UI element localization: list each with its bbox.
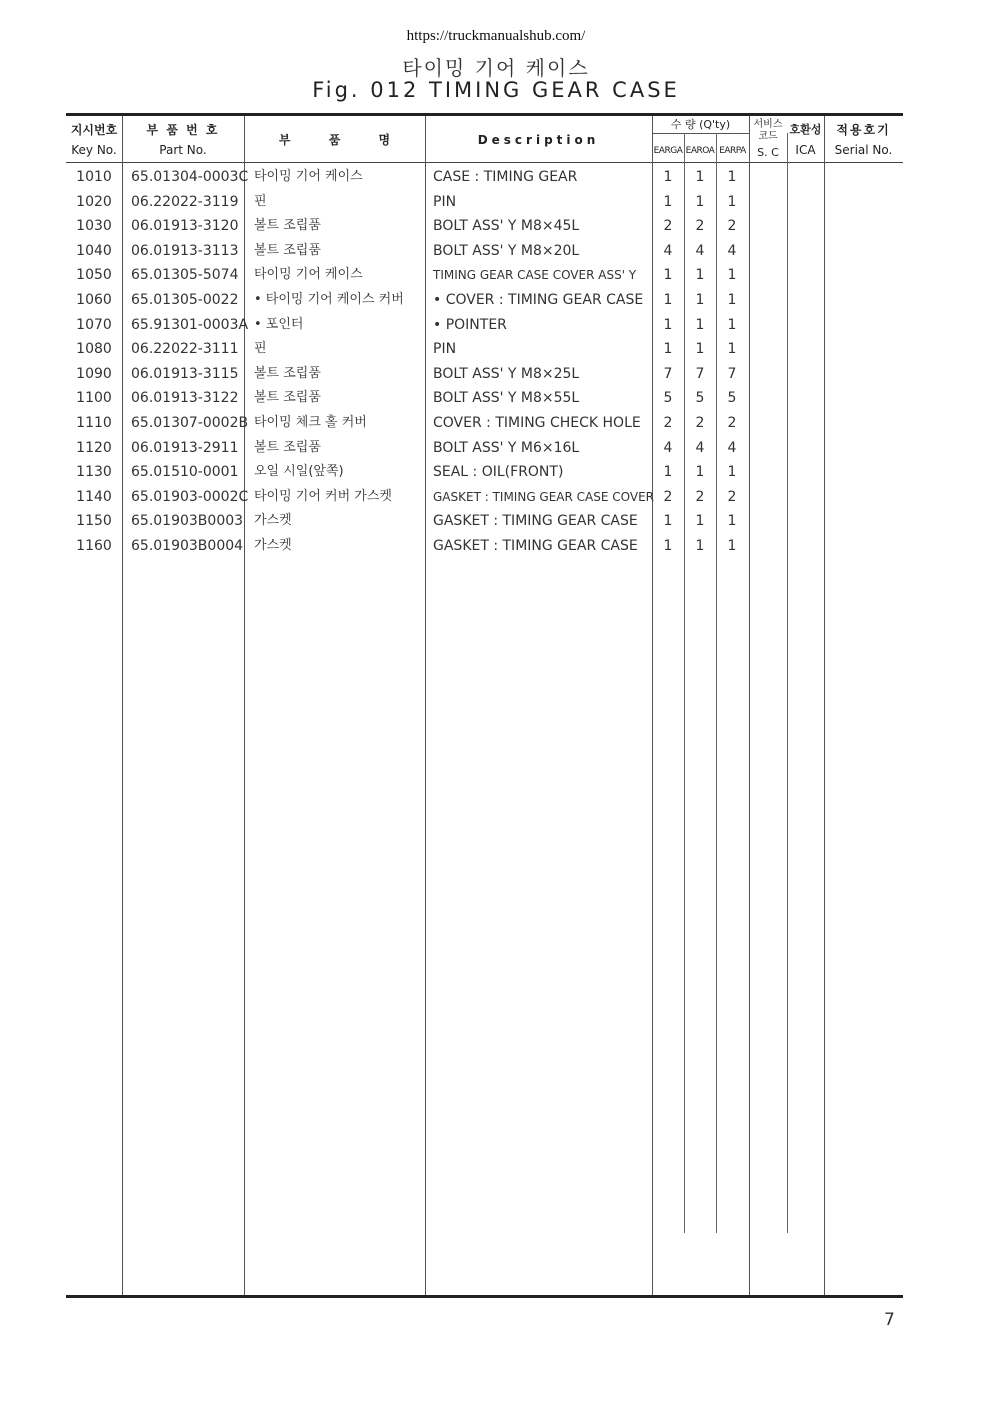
- table-row: [66, 386, 903, 411]
- part-name: 타이밍 체크 홀 커버: [254, 414, 367, 430]
- part-number: 65.01903B0004: [131, 537, 244, 554]
- qty-earoa: 4: [695, 242, 705, 259]
- table-row: [66, 485, 903, 510]
- header-key-en: Key No.: [71, 143, 117, 157]
- part-description: TIMING GEAR CASE COVER ASS' Y: [433, 268, 637, 283]
- qty-earga: 5: [663, 390, 673, 407]
- table-body: [66, 165, 903, 559]
- qty-earpa: 4: [727, 439, 737, 456]
- part-name: 볼트 조립품: [254, 439, 321, 455]
- part-number: 65.01305-5074: [131, 267, 239, 284]
- part-name: 볼트 조립품: [254, 365, 321, 381]
- qty-earpa: 1: [727, 464, 737, 481]
- table-row: [66, 337, 903, 362]
- qty-earga: 2: [663, 488, 673, 505]
- table-row: [66, 534, 903, 559]
- part-description: GASKET : TIMING GEAR CASE: [433, 513, 638, 530]
- part-description: PIN: [433, 193, 457, 210]
- part-name: • 타이밍 기어 케이스 커버: [254, 291, 404, 307]
- qty-earoa: 1: [695, 537, 705, 554]
- qty-earpa: 1: [727, 267, 737, 284]
- part-number: 65.01305-0022: [131, 291, 239, 308]
- qty-earpa: 7: [727, 365, 737, 382]
- part-description: GASKET : TIMING GEAR CASE: [433, 537, 638, 554]
- qty-earpa: 2: [727, 218, 737, 235]
- qty-header-divider: [652, 133, 749, 134]
- qty-earga: 1: [663, 513, 673, 530]
- header-service-en: S. C: [757, 146, 779, 159]
- table-row: [66, 239, 903, 264]
- page-number: 7: [884, 1310, 895, 1330]
- key-number: 1080: [76, 341, 112, 358]
- qty-earga: 1: [663, 169, 673, 185]
- part-description: BOLT ASS' Y M6×16L: [433, 439, 580, 456]
- qty-earoa: 1: [695, 316, 705, 333]
- qty-earga: 1: [663, 316, 673, 333]
- part-number: 06.22022-3119: [131, 193, 239, 210]
- qty-earoa: 5: [695, 390, 705, 407]
- qty-earoa: 2: [695, 218, 705, 235]
- key-number: 1010: [76, 169, 112, 185]
- part-name: 가스켓: [254, 537, 292, 553]
- qty-earpa: 1: [727, 291, 737, 308]
- key-number: 1150: [76, 513, 112, 530]
- header-part-kr: 부 품 번 호: [146, 123, 220, 137]
- part-number: 06.01913-2911: [131, 439, 239, 456]
- qty-earoa: 1: [695, 193, 705, 210]
- key-number: 1120: [76, 439, 112, 456]
- part-number: 06.01913-3113: [131, 242, 239, 259]
- part-name: 타이밍 기어 커버 가스켓: [254, 488, 392, 504]
- part-number: 65.01903-0002C: [131, 488, 249, 505]
- key-number: 1040: [76, 242, 112, 259]
- part-number: 06.01913-3115: [131, 365, 239, 382]
- qty-earoa: 1: [695, 267, 705, 284]
- key-number: 1070: [76, 316, 112, 333]
- header-service-kr: 서비스 코드: [753, 119, 783, 142]
- page-title-english: Fig. 012 TIMING GEAR CASE: [312, 78, 680, 102]
- table-row: [66, 362, 903, 387]
- table-bottom-rule: [66, 1295, 903, 1298]
- qty-earoa: 1: [695, 291, 705, 308]
- part-name: 볼트 조립품: [254, 242, 321, 258]
- key-number: 1050: [76, 267, 112, 284]
- key-number: 1060: [76, 291, 112, 308]
- key-number: 1160: [76, 537, 112, 554]
- table-row: [66, 214, 903, 239]
- header-name: 부 품 명: [278, 133, 391, 147]
- header-ica-en: ICA: [795, 143, 816, 157]
- header-ica-kr: 호환성: [789, 123, 822, 136]
- part-name: 오일 시일(앞쪽): [254, 464, 344, 480]
- source-url[interactable]: https://truckmanualshub.com/: [406, 28, 586, 44]
- part-number: 65.01307-0002B: [131, 414, 249, 431]
- qty-earoa: 7: [695, 365, 705, 382]
- qty-earga: 1: [663, 464, 673, 481]
- part-name: 볼트 조립품: [254, 390, 321, 406]
- part-name: • 포인터: [254, 316, 304, 332]
- qty-earpa: 1: [727, 513, 737, 530]
- key-number: 1110: [76, 414, 112, 431]
- header-serial-en: Serial No.: [834, 143, 893, 157]
- qty-earoa: 1: [695, 341, 705, 358]
- header-serial-kr: 적용호기: [836, 123, 891, 137]
- table-row: [66, 263, 903, 288]
- header-divider: [66, 162, 903, 163]
- qty-earoa: 2: [695, 488, 705, 505]
- parts-table: [66, 113, 903, 1298]
- qty-earpa: 5: [727, 390, 737, 407]
- part-number: 06.22022-3111: [131, 341, 239, 358]
- part-description: BOLT ASS' Y M8×25L: [433, 365, 580, 382]
- qty-earpa: 2: [727, 414, 737, 431]
- header-qty-earpa: EARPA: [719, 146, 746, 156]
- qty-earoa: 1: [695, 169, 705, 185]
- key-number: 1090: [76, 365, 112, 382]
- header-key-kr: 지시번호: [70, 123, 118, 137]
- qty-earoa: 4: [695, 439, 705, 456]
- qty-earga: 1: [663, 341, 673, 358]
- qty-earoa: 1: [695, 464, 705, 481]
- key-number: 1130: [76, 464, 112, 481]
- part-description: BOLT ASS' Y M8×20L: [433, 242, 580, 259]
- qty-earga: 1: [663, 193, 673, 210]
- table-top-rule: [66, 113, 903, 116]
- part-description: CASE : TIMING GEAR: [433, 169, 578, 185]
- part-name: 타이밍 기어 케이스: [254, 267, 363, 283]
- table-row: [66, 165, 903, 190]
- table-row: [66, 509, 903, 534]
- part-number: 06.01913-3122: [131, 390, 239, 407]
- qty-earpa: 1: [727, 169, 737, 185]
- qty-earpa: 1: [727, 537, 737, 554]
- qty-earga: 1: [663, 267, 673, 284]
- part-number: 65.01304-0003C: [131, 169, 249, 185]
- part-number: 65.01510-0001: [131, 464, 239, 481]
- header-description: Description: [477, 133, 600, 147]
- header-qty: 수 량 (Q'ty): [670, 118, 731, 131]
- qty-earpa: 4: [727, 242, 737, 259]
- qty-earga: 7: [663, 365, 673, 382]
- table-row: [66, 460, 903, 485]
- part-name: 가스켓: [254, 513, 292, 529]
- part-description: SEAL : OIL(FRONT): [433, 464, 564, 481]
- key-number: 1100: [76, 390, 112, 407]
- qty-earpa: 1: [727, 341, 737, 358]
- table-row: [66, 288, 903, 313]
- qty-earoa: 1: [695, 513, 705, 530]
- header-qty-earoa: EAROA: [685, 146, 715, 156]
- part-description: PIN: [433, 341, 457, 358]
- header-part-en: Part No.: [159, 143, 207, 157]
- part-name: 핀: [254, 341, 267, 357]
- part-number: 65.91301-0003A: [131, 316, 249, 333]
- key-number: 1140: [76, 488, 112, 505]
- part-number: 65.01903B0003: [131, 513, 244, 530]
- qty-earga: 1: [663, 537, 673, 554]
- table-row: [66, 436, 903, 461]
- header-qty-earga: EARGA: [653, 146, 683, 156]
- key-number: 1030: [76, 218, 112, 235]
- part-name: 핀: [254, 193, 267, 209]
- page-title-korean: 타이밍 기어 케이스: [402, 56, 590, 80]
- qty-earpa: 2: [727, 488, 737, 505]
- part-description: • COVER : TIMING GEAR CASE: [433, 291, 644, 308]
- qty-earga: 1: [663, 291, 673, 308]
- qty-earga: 4: [663, 242, 673, 259]
- qty-earga: 2: [663, 414, 673, 431]
- table-row: [66, 411, 903, 436]
- qty-earpa: 1: [727, 193, 737, 210]
- key-number: 1020: [76, 193, 112, 210]
- qty-earga: 2: [663, 218, 673, 235]
- part-description: COVER : TIMING CHECK HOLE: [433, 414, 641, 431]
- part-description: BOLT ASS' Y M8×55L: [433, 390, 580, 407]
- part-name: 볼트 조립품: [254, 218, 321, 234]
- part-name: 타이밍 기어 케이스: [254, 169, 363, 184]
- part-description: • POINTER: [433, 316, 507, 333]
- qty-earoa: 2: [695, 414, 705, 431]
- qty-earpa: 1: [727, 316, 737, 333]
- part-number: 06.01913-3120: [131, 218, 239, 235]
- part-description: GASKET : TIMING GEAR CASE COVER: [433, 489, 655, 504]
- qty-earga: 4: [663, 439, 673, 456]
- table-row: [66, 190, 903, 215]
- table-row: [66, 313, 903, 338]
- part-description: BOLT ASS' Y M8×45L: [433, 218, 580, 235]
